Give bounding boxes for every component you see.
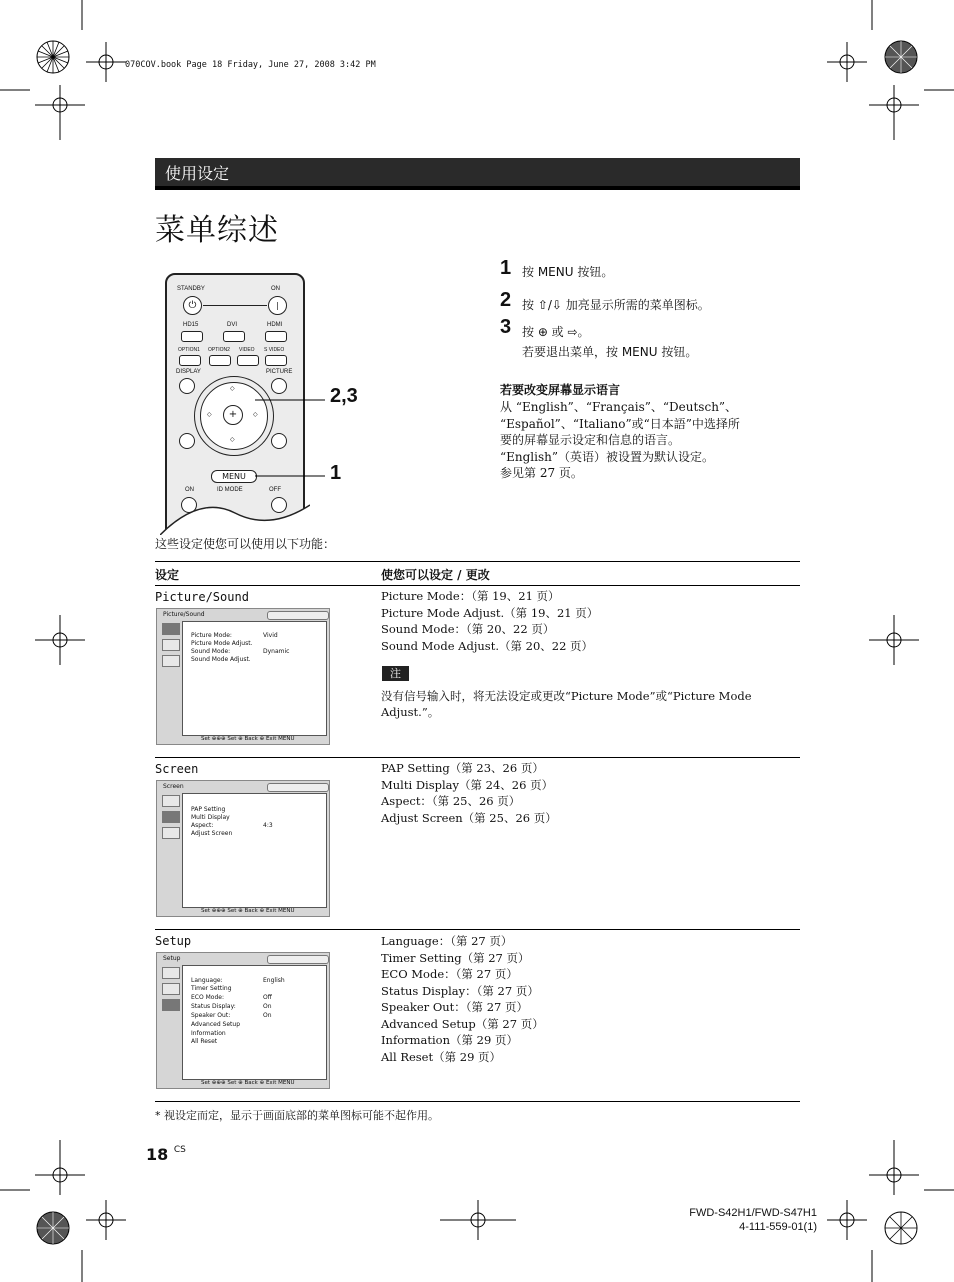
display-label: DISPLAY xyxy=(176,369,201,375)
hdmi-label: HDMI xyxy=(267,322,283,328)
page-number: 18 $^{CS}$ xyxy=(146,1145,186,1164)
enter-button: + xyxy=(223,405,243,425)
dvi-label: DVI xyxy=(227,322,238,328)
menu-screenshot-picture-sound: Picture/Sound Picture Mode: Vivid Picture Mode Adjust. Sound Mode: Dynamic Sound Mode Adjust. Set ⊕⊕⊕ Set ⊕ Back ⊕ Exit MENU xyxy=(156,608,330,745)
on-button: | xyxy=(268,296,287,315)
id-on-label: ON xyxy=(185,487,194,493)
model-name: FWD-S42H1/FWD-S47H1 xyxy=(689,1207,817,1219)
row-setup-items: Language：（第 27 页） Timer Setting（第 27 页） ECO Mode：（第 27 页） Status Display：（第 27 页） Speaker Out：（第 27 页） Advanced Setup（第 27 页） Information（第 29 页） All Reset（第 29 页） xyxy=(381,934,544,1064)
intro-text: 这些设定使您可以使用以下功能： xyxy=(155,537,336,551)
menu-screenshot-screen: Screen PAP Setting Multi Display Aspect: 4:3 Adjust Screen Set ⊕⊕⊕ Set ⊕ Back ⊕ Exit MENU xyxy=(156,780,330,917)
step-3-subtext: 若要退出菜单，按 MENU 按钮。 xyxy=(522,345,698,359)
note-text: 没有信号输入时，将无法设定或更改“Picture Mode”或“Picture Mode Adjust.”。 xyxy=(381,689,752,719)
step-3-number: 3 xyxy=(500,316,512,338)
note-badge: 注 xyxy=(382,666,409,681)
step-3-text: 按 ⊕ 或 ⇨。 xyxy=(522,325,590,339)
standby-button: ⏻ xyxy=(183,296,202,315)
remote-control-illustration: STANDBY ON ⏻ | HD15 DVI HDMI OPTION1 OPTION2 VIDEO S VIDEO DISPLAY PICTURE + ◇ ◇ ◇ ◇ MENU ON ID MODE OFF xyxy=(165,273,305,532)
menu-button: MENU xyxy=(211,470,257,483)
callout-lines xyxy=(250,390,330,490)
model-info xyxy=(650,1206,817,1234)
row-screen-items: PAP Setting（第 23、26 页） Multi Display（第 24、26 页） Aspect：（第 25、26 页） Adjust Screen（第 25、26 页） xyxy=(381,761,557,825)
row-rule-2 xyxy=(155,929,800,930)
hd15-label: HD15 xyxy=(183,322,199,328)
id-mode-label: ID MODE xyxy=(217,487,243,493)
part-number: 4-111-559-01(1) xyxy=(739,1221,817,1233)
row-picture-sound-title: Picture/Sound xyxy=(155,590,249,604)
id-off-label: OFF xyxy=(269,487,281,493)
callout-steps-2-3: 2,3 xyxy=(330,385,358,407)
language-body: 从 “English”、“Français”、“Deutsch”、 “Español”、“Italiano”或“日本語”中选择所 要的屏幕显示设定和信息的语言。 “English”（英语）被设置为默认设定。 参见第 27 页。 xyxy=(500,400,740,480)
table-top-rule xyxy=(155,561,800,562)
section-header: 使用设定 xyxy=(155,158,800,190)
remote-cutaway xyxy=(160,495,310,535)
option1-label: OPTION1 xyxy=(178,347,200,353)
on-label: ON xyxy=(271,286,280,292)
step-1-number: 1 xyxy=(500,257,512,279)
table-header-rule xyxy=(155,585,800,586)
row-picture-sound-items: Picture Mode：（第 19、21 页） Picture Mode Adjust.（第 19、21 页） Sound Mode：（第 20、22 页） Sound Mode Adjust.（第 20、22 页） xyxy=(381,589,599,653)
callout-step-1: 1 xyxy=(330,462,342,484)
table-bottom-rule xyxy=(155,1101,800,1102)
standby-label: STANDBY xyxy=(177,286,205,292)
language-heading: 若要改变屏幕显示语言 xyxy=(500,383,621,397)
svideo-label: S VIDEO xyxy=(264,347,285,353)
page-title: 菜单综述 xyxy=(155,213,279,248)
step-1-text: 按 MENU 按钮。 xyxy=(522,265,614,279)
menu-screenshot-setup: Setup Language: English Timer Setting ECO Mode: Off Status Display: On Speaker Out: On Advanced Setup Information All Reset Set ⊕⊕⊕ Set ⊕ Back ⊕ Exit MENU xyxy=(156,952,330,1089)
row-rule-1 xyxy=(155,757,800,758)
row-setup-title: Setup xyxy=(155,934,192,948)
option2-label: OPTION2 xyxy=(208,347,230,353)
picture-label: PICTURE xyxy=(266,369,293,375)
row-screen-title: Screen xyxy=(155,762,199,776)
step-2-number: 2 xyxy=(500,289,512,311)
step-2-text: 按 ⇧/⇩ 加亮显示所需的菜单图标。 xyxy=(522,298,710,312)
video-label: VIDEO xyxy=(239,347,255,353)
table-header-setting: 设定 xyxy=(155,568,180,582)
book-info-line: 070COV.book Page 18 Friday, June 27, 2008 3:42 PM xyxy=(125,60,376,70)
table-header-function: 使您可以设定 / 更改 xyxy=(381,568,490,582)
footnote: * 视设定而定，显示于画面底部的菜单图标可能不起作用。 xyxy=(155,1109,439,1122)
